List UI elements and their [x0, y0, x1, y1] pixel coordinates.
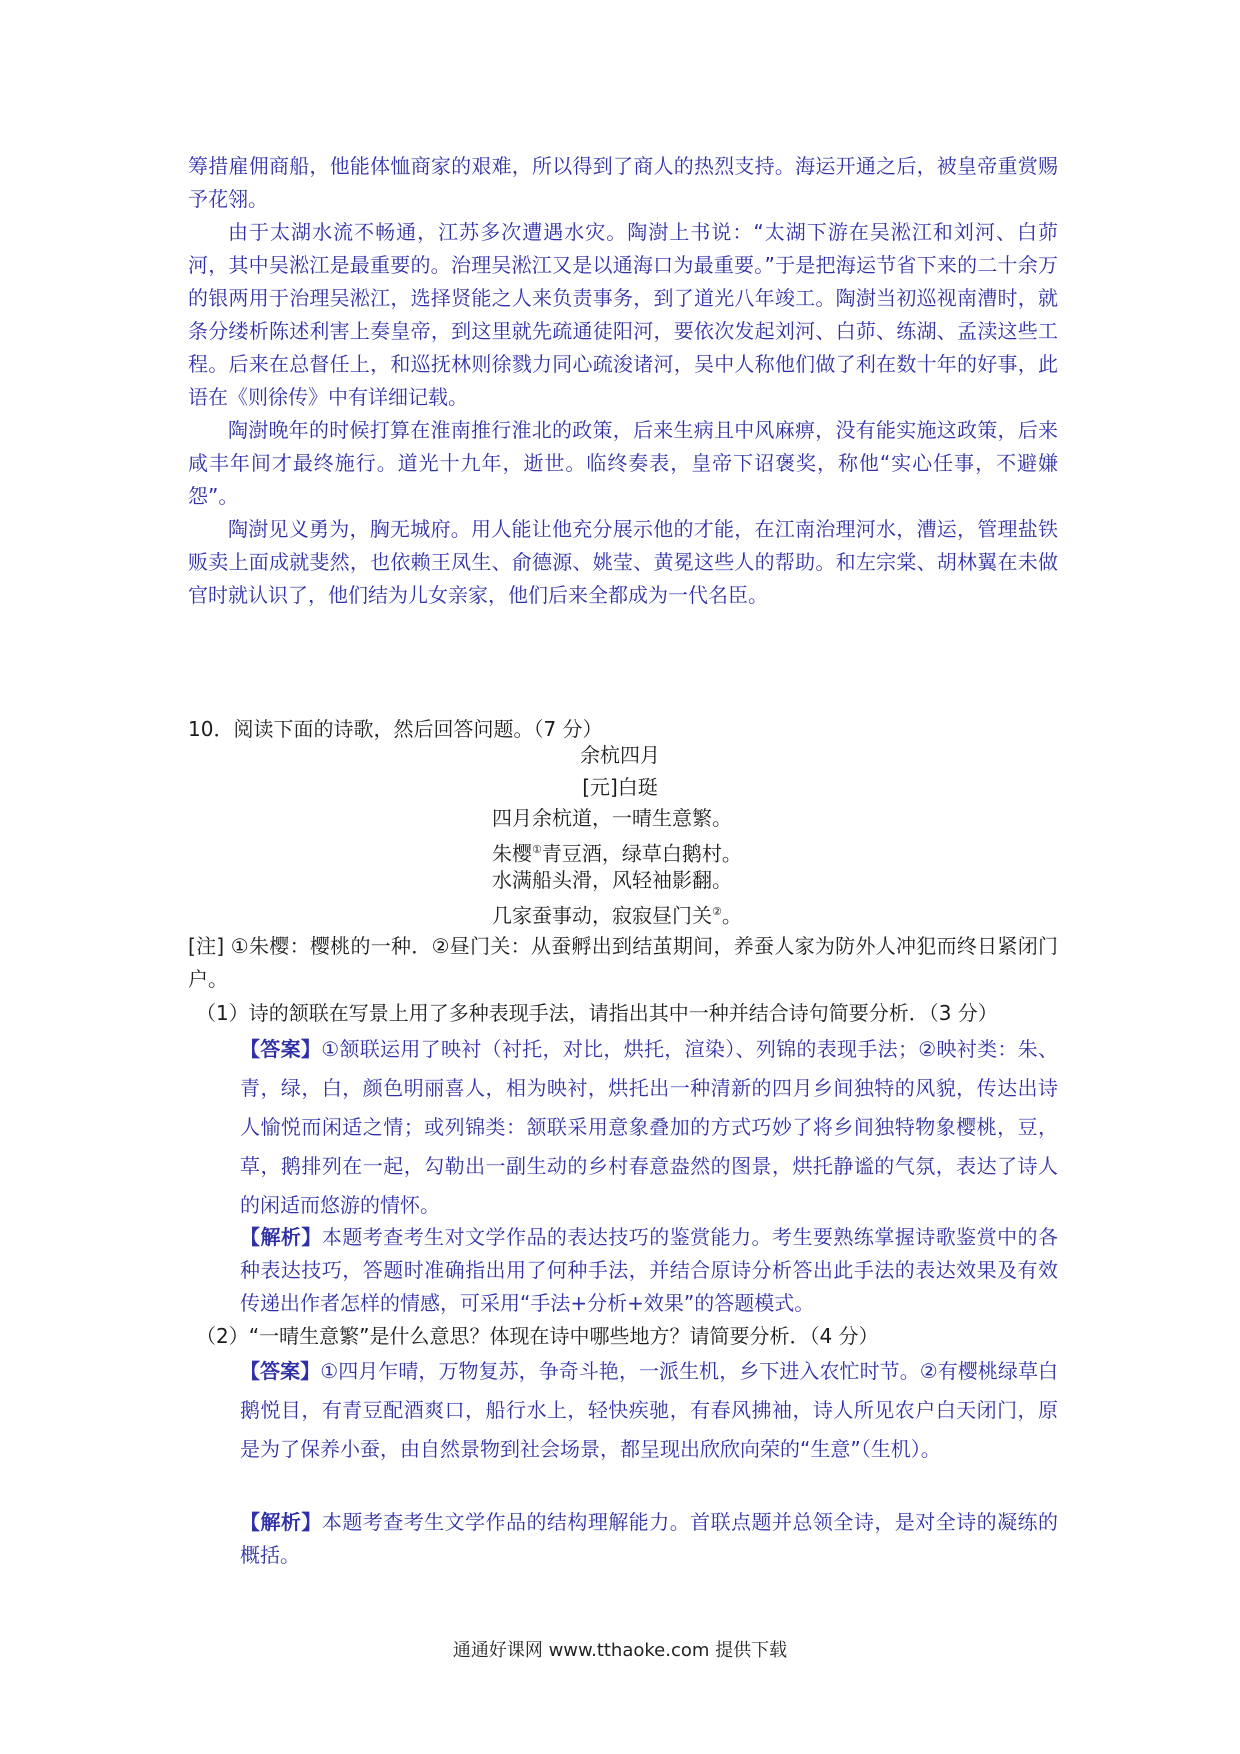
answer-tag: 【答案】 — [240, 1037, 322, 1061]
q1-answer: 【答案】①颔联运用了映衬（衬托，对比，烘托，渲染）、列锦的表现手法；②映衬类：朱、青，绿，白，颜色明丽喜人，相为映衬，烘托出一种清新的四月乡间独特的风貌，传达出诗人愉悦而闲适之情；或列锦类：颔联采用意象叠加的方式巧妙了将乡间独特物象樱桃，豆，草，鹅排列在一起，勾勒出一副生动的乡村春意盎然的图景，烘托静谧的气氛，表达了诗人的闲适而悠游的情怀。 — [240, 1037, 1059, 1217]
question-10-2: （2）“一晴生意繁”是什么意思？体现在诗中哪些地方？请简要分析．（4 分） — [196, 1324, 879, 1348]
analysis-tag: 【解析】 — [240, 1510, 322, 1534]
page-footer: 通通好课网 www.tthaoke.com 提供下载 — [452, 1640, 788, 1661]
passage-paragraph-4: 陶澍见义勇为，胸无城府。用人能让他充分展示他的才能，在江南治理河水，漕运，管理盐铁贩卖上面成就斐然，也依赖王凤生、俞德源、姚莹、黄冕这些人的帮助。和左宗棠、胡林翼在未做官时就认识了，他们结为儿女亲家，他们后来全都成为一代名臣。 — [188, 517, 1058, 607]
passage-paragraph-3: 陶澍晚年的时候打算在淮南推行淮北的政策，后来生病且中风麻痹，没有能实施这政策，后来咸丰年间才最终施行。道光十九年，逝世。临终奏表，皇帝下诏褒奖，称他“实心任事，不避嫌怨”。 — [188, 418, 1058, 508]
footnote-mark-2: ② — [712, 905, 722, 918]
poem-author: [元]白珽 — [582, 775, 658, 799]
poem-title: 余杭四月 — [580, 743, 660, 767]
poem-line-2: 朱樱①青豆酒，绿草白鹅村。 — [492, 841, 742, 866]
poem-line-1: 四月余杭道，一晴生意繁。 — [492, 806, 732, 830]
passage-paragraph-1: 筹措雇佣商船，他能体恤商家的艰难，所以得到了商人的热烈支持。海运开通之后，被皇帝重赏赐予花翎。 — [188, 154, 1058, 211]
question-10-prompt: 10．阅读下面的诗歌，然后回答问题。（7 分） — [188, 717, 603, 741]
q2-analysis: 【解析】本题考查考生文学作品的结构理解能力。首联点题并总领全诗，是对全诗的凝练的概括。 — [240, 1510, 1059, 1567]
passage-paragraph-2: 由于太湖水流不畅通，江苏多次遭遇水灾。陶澍上书说：“太湖下游在吴淞江和刘河、白茆河，其中吴淞江是最重要的。治理吴淞江又是以通海口为最重要。”于是把海运节省下来的二十余万的银两用于治理吴淞江，选择贤能之人来负责事务，到了道光八年竣工。陶澍当初巡视南漕时，就条分缕析陈述利害上奏皇帝，到这里就先疏通徒阳河，要依次发起刘河、白茆、练湖、孟渎这些工程。后来在总督任上，和巡抚林则徐戮力同心疏浚诸河，吴中人称他们做了利在数十年的好事，此语在《则徐传》中有详细记载。 — [188, 220, 1058, 409]
poem-line-4: 几家蚕事动，寂寂昼门关②。 — [492, 903, 742, 928]
q1-analysis: 【解析】本题考查考生对文学作品的表达技巧的鉴赏能力。考生要熟练掌握诗歌鉴赏中的各种表达技巧，答题时准确指出用了何种手法，并结合原诗分析答出此手法的表达效果及有效传递出作者怎样的情感，可采用“手法+分析+效果”的答题模式。 — [240, 1225, 1059, 1315]
answer-tag: 【答案】 — [240, 1359, 321, 1383]
poem-note: [注] ①朱樱：樱桃的一种．②昼门关：从蚕孵出到结茧期间，养蚕人家为防外人冲犯而终日紧闭门户。 — [188, 934, 1058, 991]
analysis-tag: 【解析】 — [240, 1225, 322, 1249]
footnote-mark-1: ① — [532, 843, 542, 856]
q2-answer: 【答案】①四月乍晴，万物复苏，争奇斗艳，一派生机，乡下进入农忙时节。②有樱桃绿草白鹅悦目，有青豆配酒爽口，船行水上，轻快疾驰，有春风拂袖，诗人所见农户白天闭门，原是为了保养小蚕，由自然景物到社会场景，都呈现出欣欣向荣的“生意”（生机）。 — [240, 1359, 1059, 1461]
question-10-1: （1）诗的颔联在写景上用了多种表现手法，请指出其中一种并结合诗句简要分析．（3 分） — [196, 1001, 998, 1025]
poem-line-3: 水满船头滑，风轻袖影翻。 — [492, 868, 732, 892]
